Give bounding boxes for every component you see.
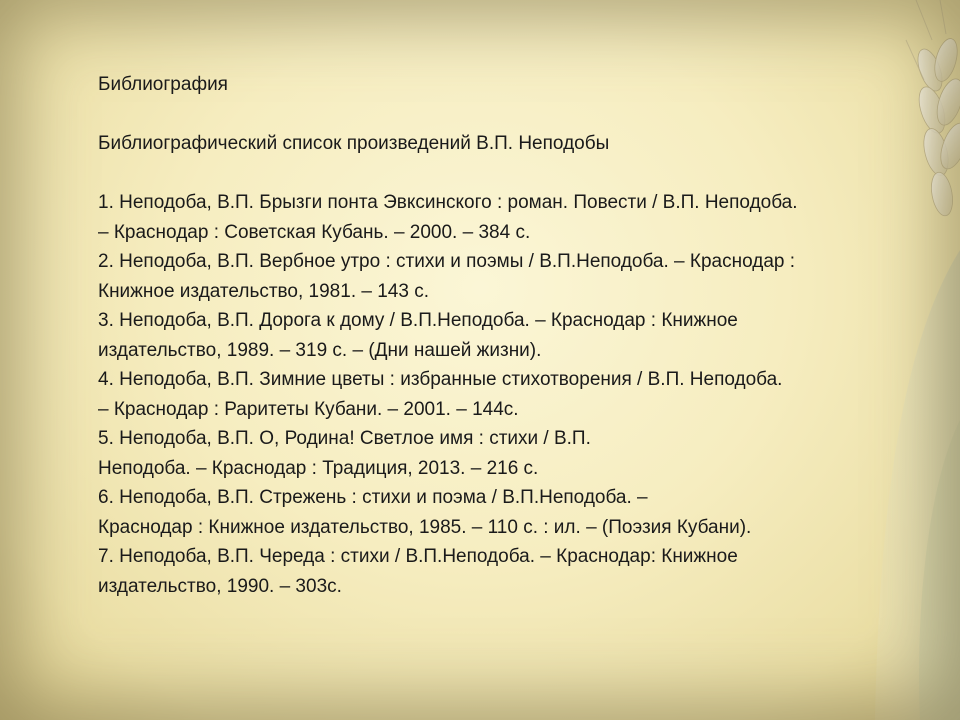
entry-line: – Краснодар : Раритеты Кубани. – 2001. – 144с. (98, 398, 519, 420)
list-item (98, 424, 918, 483)
entry-line: 7. Неподоба, В.П. Череда : стихи / В.П.Неподоба. – Краснодар: Книжное (98, 546, 738, 567)
entry-line: 3. Неподоба, В.П. Дорога к дому / В.П.Неподоба. – Краснодар : Книжное (98, 310, 738, 331)
entry-line: 5. Неподоба, В.П. О, Родина! Светлое имя : стихи / В.П. (98, 428, 591, 449)
bibliography-text (98, 70, 918, 601)
entry-line: – Краснодар : Советская Кубань. – 2000. – 384 с. (98, 221, 531, 243)
entry-line: 2. Неподоба, В.П. Вербное утро : стихи и поэмы / В.П.Неподоба. – Краснодар : (98, 251, 796, 272)
entry-line: издательство, 1989. – 319 с. – (Дни нашей жизни). (98, 339, 542, 361)
list-item (98, 542, 918, 601)
entry-line: Книжное издательство, 1981. – 143 с. (98, 280, 429, 302)
list-title: Библиографический список произведений В.П. Неподобы (98, 133, 610, 154)
list-item (98, 483, 918, 542)
entry-line: 6. Неподоба, В.П. Стрежень : стихи и поэма / В.П.Неподоба. – (98, 487, 648, 508)
list-item (98, 306, 918, 365)
list-item (98, 247, 918, 306)
entry-line: 4. Неподоба, В.П. Зимние цветы : избранные стихотворения / В.П. Неподоба. (98, 369, 783, 390)
entry-line: Неподоба. – Краснодар : Традиция, 2013. – 216 с. (98, 457, 539, 479)
entry-line: издательство, 1990. – 303с. (98, 575, 342, 597)
list-item (98, 365, 918, 424)
list-item (98, 188, 918, 247)
bibliography-list (98, 188, 918, 601)
page-title: Библиография (98, 74, 228, 95)
entry-line: Краснодар : Книжное издательство, 1985. – 110 с. : ил. – (Поэзия Кубани). (98, 516, 752, 538)
entry-line: 1. Неподоба, В.П. Брызги понта Эвксинского : роман. Повести / В.П. Неподоба. (98, 192, 798, 213)
